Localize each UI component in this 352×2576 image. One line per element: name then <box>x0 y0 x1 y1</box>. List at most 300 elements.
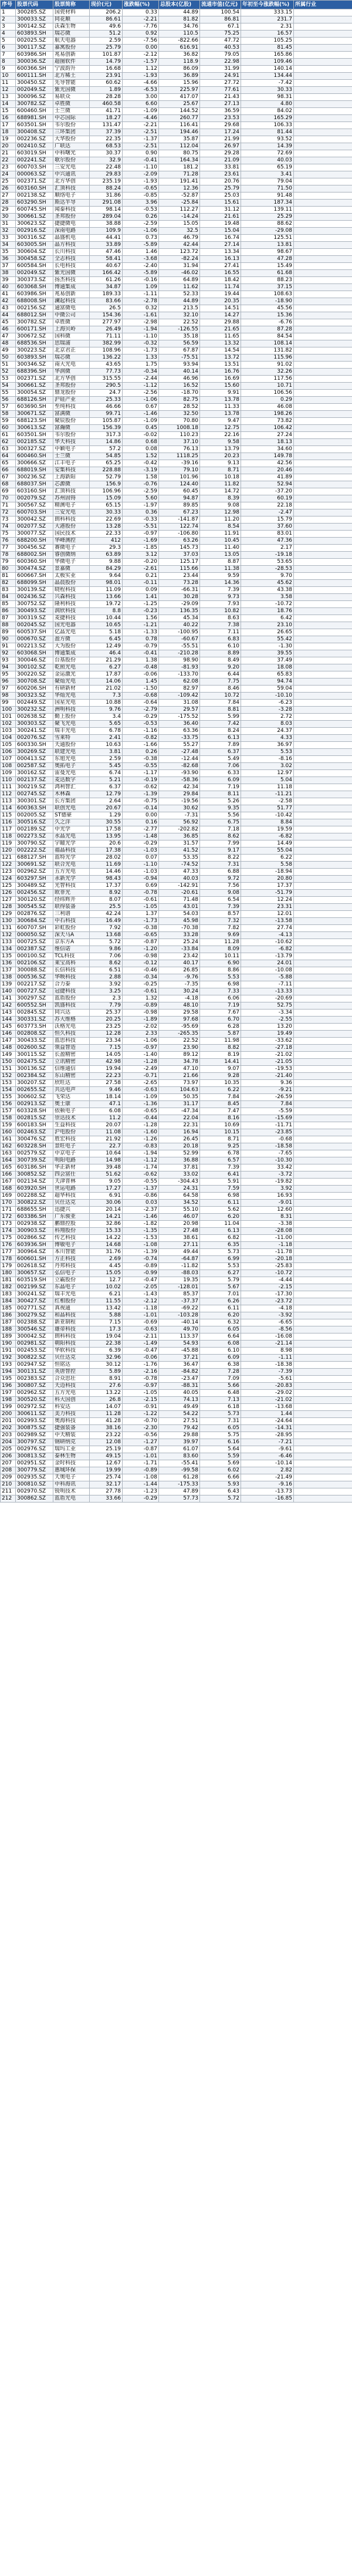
table-row[interactable] <box>1 94 352 101</box>
table-row[interactable] <box>1 1249 352 1256</box>
table-row[interactable] <box>1 756 352 763</box>
table-cell: -2.21 <box>123 122 159 129</box>
table-row[interactable] <box>1 1179 352 1186</box>
table-row[interactable] <box>1 1467 352 1474</box>
table-row[interactable] <box>1 467 352 474</box>
table-row[interactable] <box>1 1024 352 1031</box>
table-row[interactable] <box>1 862 352 869</box>
table-row[interactable] <box>1 1066 352 1073</box>
table-row[interactable] <box>1 735 352 742</box>
table-row[interactable] <box>1 1080 352 1087</box>
table-row[interactable] <box>1 524 352 531</box>
table-row[interactable] <box>1 960 352 967</box>
table-row[interactable] <box>1 981 352 988</box>
table-row[interactable] <box>1 439 352 446</box>
table-row[interactable] <box>1 516 352 524</box>
table-row[interactable] <box>1 897 352 904</box>
table-cell: 002972.SZ <box>16 1404 53 1411</box>
table-row[interactable] <box>1 1010 352 1017</box>
table-row[interactable] <box>1 178 352 185</box>
table-row[interactable] <box>1 1031 352 1038</box>
table-row[interactable] <box>1 333 352 340</box>
table-row[interactable] <box>1 256 352 263</box>
column-header[interactable]: 所属行业 <box>294 1 352 9</box>
table-cell: 27.14 <box>200 242 241 249</box>
table-cell <box>294 531 352 538</box>
table-cell <box>294 826 352 833</box>
table-row[interactable] <box>1 460 352 467</box>
table-row[interactable] <box>1 45 352 52</box>
table-cell: 9.47 <box>200 418 241 425</box>
table-row[interactable] <box>1 1277 352 1284</box>
table-row[interactable] <box>1 932 352 939</box>
table-row[interactable] <box>1 643 352 650</box>
table-cell: 25.37 <box>90 1010 123 1017</box>
table-cell: -0.71 <box>123 1073 159 1080</box>
table-cell: -1.53 <box>123 1235 159 1242</box>
table-row[interactable] <box>1 686 352 693</box>
table-cell: 144 <box>1 1017 16 1024</box>
table-row[interactable] <box>1 1045 352 1052</box>
table-row[interactable] <box>1 1291 352 1298</box>
table-row[interactable] <box>1 826 352 833</box>
table-row[interactable] <box>1 1376 352 1383</box>
table-cell: 317.3 <box>90 432 123 439</box>
table-row[interactable] <box>1 1397 352 1404</box>
table-row[interactable] <box>1 566 352 573</box>
table-cell: 30.33 <box>241 87 294 94</box>
table-cell: 7.59 <box>200 1186 241 1193</box>
table-row[interactable] <box>1 784 352 791</box>
table-row[interactable] <box>1 404 352 411</box>
table-cell: 98.14 <box>90 207 123 214</box>
table-row[interactable] <box>1 671 352 678</box>
table-row[interactable] <box>1 587 352 594</box>
table-row[interactable] <box>1 1143 352 1150</box>
table-row[interactable] <box>1 284 352 291</box>
table-row[interactable] <box>1 1305 352 1312</box>
table-cell <box>294 1425 352 1432</box>
column-header[interactable]: 现价(元) <box>90 1 123 9</box>
table-row[interactable] <box>1 1481 352 1488</box>
table-cell: 002049.SZ <box>16 87 53 94</box>
table-row[interactable] <box>1 376 352 383</box>
table-row[interactable] <box>1 749 352 756</box>
table-row[interactable] <box>1 1326 352 1333</box>
table-row[interactable] <box>1 1200 352 1207</box>
table-row[interactable] <box>1 693 352 700</box>
table-row[interactable] <box>1 16 352 23</box>
table-row[interactable] <box>1 1101 352 1108</box>
table-cell <box>294 59 352 66</box>
table-row[interactable] <box>1 1002 352 1010</box>
table-row[interactable] <box>1 221 352 228</box>
table-row[interactable] <box>1 425 352 432</box>
table-cell: 31.12 <box>200 207 241 214</box>
table-row[interactable] <box>1 946 352 953</box>
table-cell: 19.72 <box>90 601 123 608</box>
table-row[interactable] <box>1 742 352 749</box>
table-row[interactable] <box>1 833 352 840</box>
table-row[interactable] <box>1 636 352 643</box>
table-row[interactable] <box>1 798 352 805</box>
table-row[interactable] <box>1 1122 352 1129</box>
table-row[interactable] <box>1 362 352 369</box>
table-row[interactable] <box>1 1460 352 1467</box>
table-cell: 23.34 <box>90 1038 123 1045</box>
table-row[interactable] <box>1 545 352 552</box>
table-row[interactable] <box>1 657 352 664</box>
table-row[interactable] <box>1 432 352 439</box>
table-row[interactable] <box>1 531 352 538</box>
table-row[interactable] <box>1 1312 352 1319</box>
table-row[interactable] <box>1 228 352 235</box>
table-row[interactable] <box>1 509 352 516</box>
table-row[interactable] <box>1 615 352 622</box>
table-row[interactable] <box>1 1298 352 1305</box>
table-row[interactable] <box>1 1164 352 1171</box>
table-row[interactable] <box>1 848 352 855</box>
table-row[interactable] <box>1 601 352 608</box>
table-row[interactable] <box>1 1073 352 1080</box>
table-row[interactable] <box>1 1150 352 1157</box>
table-row[interactable] <box>1 1432 352 1439</box>
table-row[interactable] <box>1 650 352 657</box>
table-row[interactable] <box>1 1362 352 1369</box>
table-row[interactable] <box>1 890 352 897</box>
table-row[interactable] <box>1 87 352 94</box>
table-row[interactable] <box>1 721 352 728</box>
table-row[interactable] <box>1 9 352 16</box>
table-cell <box>294 967 352 974</box>
table-row[interactable] <box>1 73 352 80</box>
table-row[interactable] <box>1 1453 352 1460</box>
table-row[interactable] <box>1 129 352 136</box>
column-header[interactable]: 涨跌幅(%) <box>123 1 159 9</box>
table-row[interactable] <box>1 1059 352 1066</box>
table-cell: 30.06 <box>90 1200 123 1207</box>
table-row[interactable] <box>1 1355 352 1362</box>
table-row[interactable] <box>1 805 352 812</box>
table-row[interactable] <box>1 242 352 249</box>
table-cell: 12.98 <box>200 509 241 516</box>
table-row[interactable] <box>1 1439 352 1446</box>
table-row[interactable] <box>1 1157 352 1164</box>
table-row[interactable] <box>1 1087 352 1094</box>
table-row[interactable] <box>1 580 352 587</box>
table-row[interactable] <box>1 1425 352 1432</box>
table-cell: 21 <box>1 150 16 157</box>
table-row[interactable] <box>1 355 352 362</box>
table-cell: 8.39 <box>200 495 241 502</box>
table-row[interactable] <box>1 193 352 200</box>
table-row[interactable] <box>1 678 352 686</box>
table-row[interactable] <box>1 918 352 925</box>
table-row[interactable] <box>1 763 352 770</box>
table-row[interactable] <box>1 291 352 298</box>
table-row[interactable] <box>1 1171 352 1179</box>
table-cell: 22.52 <box>159 319 200 326</box>
table-row[interactable] <box>1 277 352 284</box>
table-row[interactable] <box>1 481 352 488</box>
table-cell: 42.24 <box>90 911 123 918</box>
table-row[interactable] <box>1 840 352 848</box>
table-cell: 11.91 <box>200 531 241 538</box>
table-row[interactable] <box>1 707 352 714</box>
table-cell: 16.57 <box>241 31 294 38</box>
table-row[interactable] <box>1 66 352 73</box>
table-row[interactable] <box>1 559 352 566</box>
table-row[interactable] <box>1 369 352 376</box>
table-cell: 56.92 <box>159 819 200 826</box>
table-row[interactable] <box>1 714 352 721</box>
table-row[interactable] <box>1 904 352 911</box>
table-row[interactable] <box>1 1348 352 1355</box>
table-cell: 6.18 <box>200 1404 241 1411</box>
table-cell: 10.18 <box>200 474 241 481</box>
table-row[interactable] <box>1 1207 352 1214</box>
table-row[interactable] <box>1 411 352 418</box>
table-row[interactable] <box>1 270 352 277</box>
table-row[interactable] <box>1 770 352 777</box>
table-row[interactable] <box>1 1221 352 1228</box>
table-cell: 8.11 <box>200 791 241 798</box>
table-cell <box>294 171 352 178</box>
table-row[interactable] <box>1 1052 352 1059</box>
table-cell: 118.9 <box>159 59 200 66</box>
table-cell: 002638.SZ <box>16 714 53 721</box>
table-cell: 167 <box>1 1179 16 1186</box>
table-row[interactable] <box>1 1341 352 1348</box>
table-row[interactable] <box>1 1446 352 1453</box>
table-cell: -0.94 <box>123 876 159 883</box>
table-row[interactable] <box>1 594 352 601</box>
table-cell: 117.56 <box>241 376 294 383</box>
table-row[interactable] <box>1 855 352 862</box>
column-header[interactable]: 总股本(亿股) <box>159 1 200 9</box>
table-cell: 21.09 <box>200 157 241 164</box>
table-cell: 002916.SZ <box>16 228 53 235</box>
table-row[interactable] <box>1 495 352 502</box>
table-cell: 13.05 <box>200 552 241 559</box>
table-row[interactable] <box>1 819 352 826</box>
table-row[interactable] <box>1 101 352 108</box>
table-row[interactable] <box>1 1319 352 1326</box>
table-row[interactable] <box>1 136 352 143</box>
table-row[interactable] <box>1 340 352 347</box>
table-cell: -1.39 <box>123 791 159 798</box>
table-cell: 明阳电路 <box>53 1157 90 1164</box>
table-row[interactable] <box>1 1214 352 1221</box>
table-row[interactable] <box>1 397 352 404</box>
table-row[interactable] <box>1 263 352 270</box>
table-row[interactable] <box>1 1495 352 1503</box>
table-row[interactable] <box>1 1228 352 1235</box>
table-row[interactable] <box>1 608 352 615</box>
table-cell: 82.97 <box>159 686 200 693</box>
table-row[interactable] <box>1 326 352 333</box>
table-row[interactable] <box>1 1383 352 1390</box>
table-cell <box>294 805 352 812</box>
table-row[interactable] <box>1 1038 352 1045</box>
table-row[interactable] <box>1 214 352 221</box>
table-row[interactable] <box>1 538 352 545</box>
table-cell: 22.98 <box>200 59 241 66</box>
table-row[interactable] <box>1 876 352 883</box>
table-cell: 64.89 <box>159 277 200 284</box>
table-cell: -2.05 <box>123 1284 159 1291</box>
table-row[interactable] <box>1 1284 352 1291</box>
table-cell: 新亚制程 <box>53 1319 90 1326</box>
table-row[interactable] <box>1 1136 352 1143</box>
table-row[interactable] <box>1 1108 352 1115</box>
table-row[interactable] <box>1 319 352 326</box>
table-cell: -0.63 <box>123 1326 159 1333</box>
table-row[interactable] <box>1 298 352 305</box>
table-row[interactable] <box>1 988 352 995</box>
table-cell: -21.40 <box>241 1073 294 1080</box>
table-cell: -1.61 <box>123 312 159 319</box>
table-row[interactable] <box>1 1242 352 1249</box>
column-header[interactable]: 流通市值(亿元) <box>200 1 241 9</box>
table-cell: -7.35 <box>159 981 200 988</box>
table-row[interactable] <box>1 939 352 946</box>
table-row[interactable] <box>1 383 352 390</box>
table-row[interactable] <box>1 200 352 207</box>
table-row[interactable] <box>1 883 352 890</box>
table-row[interactable] <box>1 122 352 129</box>
table-cell: 002655.SZ <box>16 1087 53 1094</box>
table-row[interactable] <box>1 552 352 559</box>
table-row[interactable] <box>1 791 352 798</box>
table-row[interactable] <box>1 185 352 193</box>
table-row[interactable] <box>1 1186 352 1193</box>
table-row[interactable] <box>1 995 352 1002</box>
table-row[interactable] <box>1 1017 352 1024</box>
table-row[interactable] <box>1 967 352 974</box>
table-cell: 90 <box>1 636 16 643</box>
table-row[interactable] <box>1 418 352 425</box>
table-cell: 5.53 <box>200 1263 241 1270</box>
table-cell: 49.6 <box>90 23 123 31</box>
table-row[interactable] <box>1 38 352 45</box>
table-row[interactable] <box>1 108 352 115</box>
table-cell: 000413.SZ <box>16 756 53 763</box>
table-row[interactable] <box>1 502 352 509</box>
table-row[interactable] <box>1 143 352 150</box>
table-row[interactable] <box>1 974 352 981</box>
table-cell: 0.03 <box>123 1200 159 1207</box>
table-row[interactable] <box>1 664 352 671</box>
table-row[interactable] <box>1 911 352 918</box>
table-row[interactable] <box>1 1263 352 1270</box>
table-row[interactable] <box>1 1115 352 1122</box>
table-cell: -5.89 <box>123 242 159 249</box>
table-row[interactable] <box>1 1270 352 1277</box>
table-row[interactable] <box>1 1129 352 1136</box>
table-row[interactable] <box>1 164 352 171</box>
table-cell: -1.27 <box>123 1439 159 1446</box>
table-row[interactable] <box>1 52 352 59</box>
table-row[interactable] <box>1 777 352 784</box>
table-row[interactable] <box>1 235 352 242</box>
table-row[interactable] <box>1 488 352 495</box>
table-row[interactable] <box>1 700 352 707</box>
table-cell: 75 <box>1 531 16 538</box>
table-row[interactable] <box>1 1390 352 1397</box>
table-row[interactable] <box>1 622 352 629</box>
table-cell: -0.42 <box>123 460 159 467</box>
table-row[interactable] <box>1 249 352 256</box>
table-row[interactable] <box>1 474 352 481</box>
table-row[interactable] <box>1 573 352 580</box>
table-cell: 1.41 <box>123 594 159 601</box>
table-row[interactable] <box>1 305 352 312</box>
table-row[interactable] <box>1 207 352 214</box>
table-row[interactable] <box>1 1193 352 1200</box>
table-row[interactable] <box>1 80 352 87</box>
table-cell: 124 <box>1 876 16 883</box>
table-row[interactable] <box>1 1235 352 1242</box>
table-row[interactable] <box>1 150 352 157</box>
table-row[interactable] <box>1 1418 352 1425</box>
table-row[interactable] <box>1 390 352 397</box>
table-row[interactable] <box>1 115 352 122</box>
table-row[interactable] <box>1 453 352 460</box>
table-cell <box>294 700 352 707</box>
table-row[interactable] <box>1 1333 352 1341</box>
table-row[interactable] <box>1 869 352 876</box>
table-row[interactable] <box>1 1094 352 1101</box>
table-row[interactable] <box>1 1404 352 1411</box>
column-header[interactable]: 序号 <box>1 1 16 9</box>
column-header[interactable]: 年初至今涨跌幅(%) <box>241 1 294 9</box>
table-cell: 鹏鼎控股 <box>53 1221 90 1228</box>
table-cell: 长信科技 <box>53 967 90 974</box>
table-cell: 24.31 <box>159 1186 200 1193</box>
table-row[interactable] <box>1 728 352 735</box>
table-row[interactable] <box>1 31 352 38</box>
column-header[interactable]: 股票简称 <box>53 1 90 9</box>
table-cell: 5.62 <box>200 1207 241 1214</box>
table-cell: 154 <box>1 1087 16 1094</box>
table-row[interactable] <box>1 1256 352 1263</box>
table-row[interactable] <box>1 347 352 355</box>
table-row[interactable] <box>1 1369 352 1376</box>
table-cell: 17 <box>1 122 16 129</box>
table-cell: -1.01 <box>123 1453 159 1460</box>
table-row[interactable] <box>1 312 352 319</box>
table-row[interactable] <box>1 629 352 636</box>
table-row[interactable] <box>1 925 352 932</box>
table-cell: 扬杰科技 <box>53 277 90 284</box>
table-cell: 中科曙光 <box>53 150 90 157</box>
table-cell: 002156.SZ <box>16 305 53 312</box>
table-row[interactable] <box>1 23 352 31</box>
table-row[interactable] <box>1 59 352 66</box>
column-header[interactable]: 股票代码 <box>16 1 53 9</box>
table-row[interactable] <box>1 157 352 164</box>
table-row[interactable] <box>1 953 352 960</box>
table-row[interactable] <box>1 1474 352 1481</box>
table-cell: 13.51 <box>200 362 241 369</box>
table-row[interactable] <box>1 1488 352 1495</box>
table-row[interactable] <box>1 446 352 453</box>
table-row[interactable] <box>1 1411 352 1418</box>
table-row[interactable] <box>1 812 352 819</box>
table-cell: 260.77 <box>159 115 200 122</box>
table-row[interactable] <box>1 171 352 178</box>
